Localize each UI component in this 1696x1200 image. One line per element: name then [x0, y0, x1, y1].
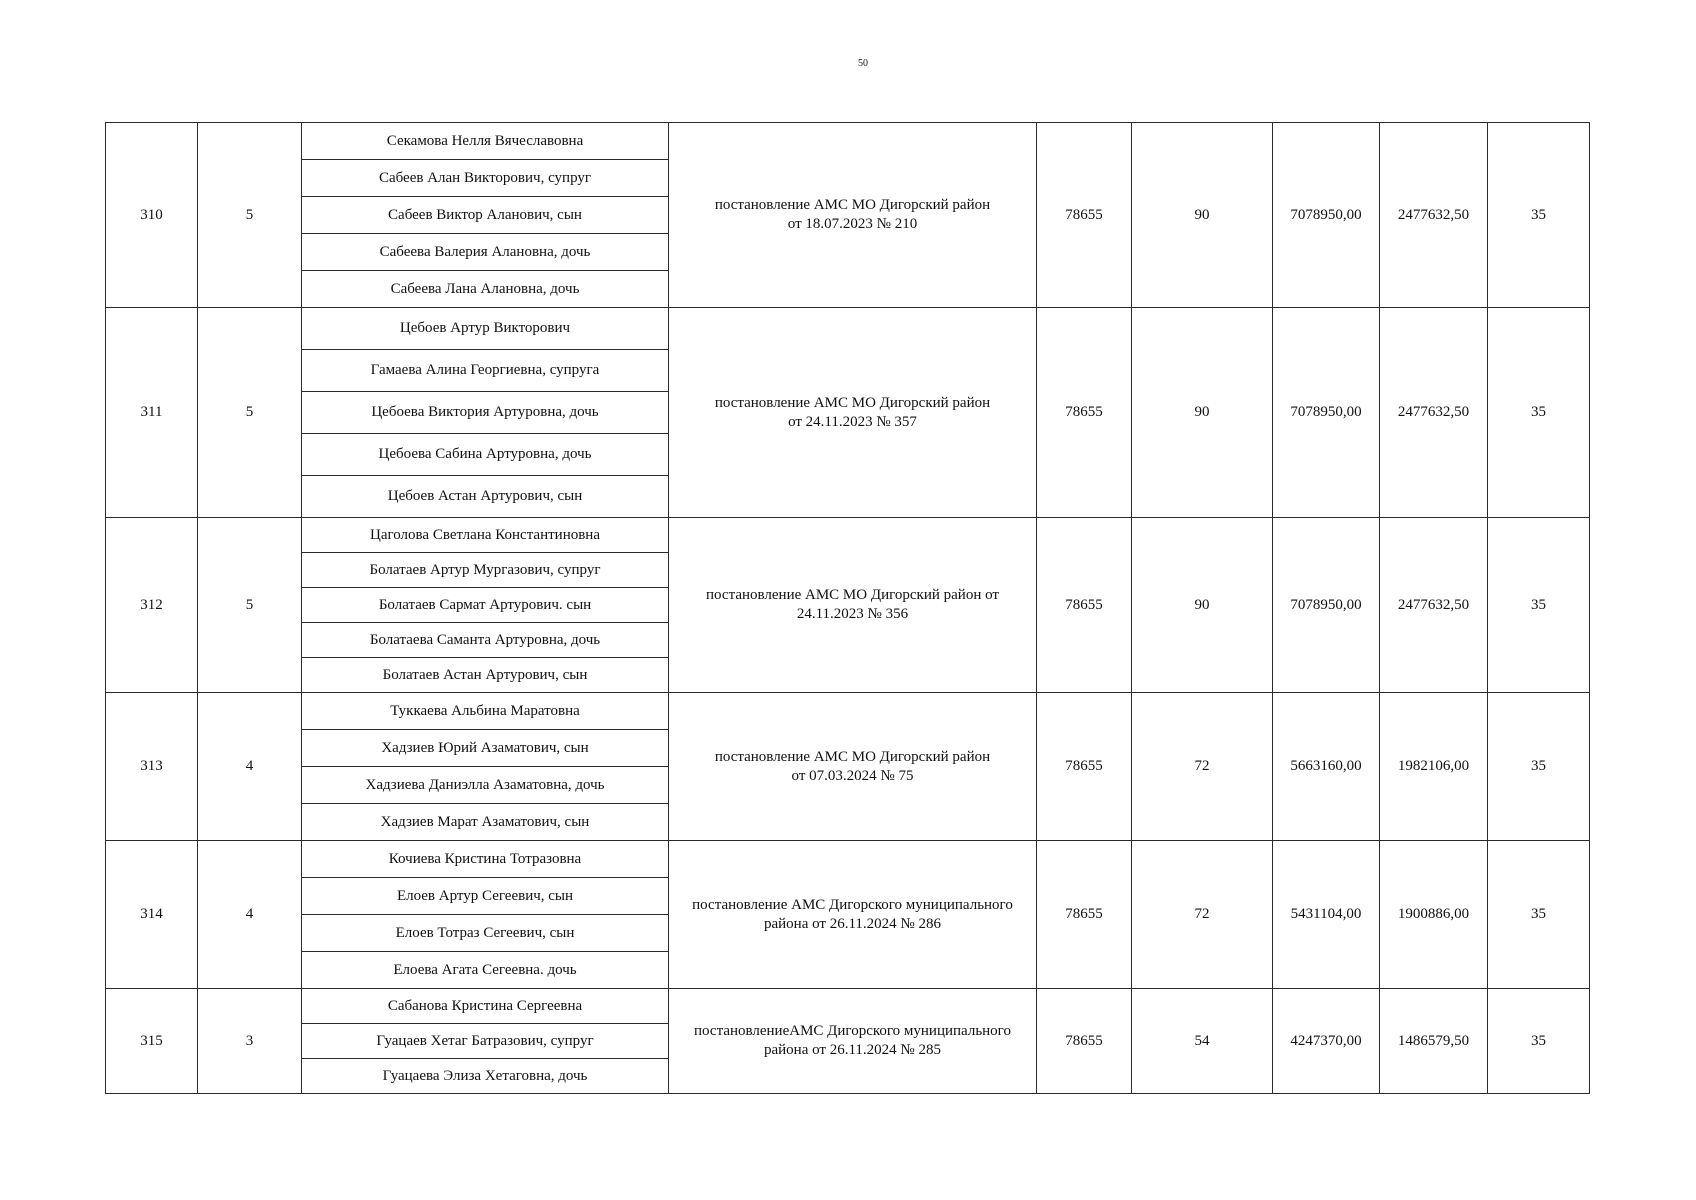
family-member: Болатаев Астан Артурович, сын — [302, 658, 669, 693]
total-cost: 5663160,00 — [1273, 693, 1380, 841]
payment-amount: 1486579,50 — [1380, 989, 1488, 1094]
area-sqm: 72 — [1132, 841, 1273, 989]
family-member: Болатаев Артур Мургазович, супруг — [302, 553, 669, 588]
total-cost: 5431104,00 — [1273, 841, 1380, 989]
family-size: 4 — [198, 841, 302, 989]
decree-reference — [669, 841, 1037, 989]
family-member: Хадзиева Даниэлла Азаматовна, дочь — [302, 767, 669, 804]
decree-reference — [669, 123, 1037, 308]
price-per-sqm: 78655 — [1037, 989, 1132, 1094]
decree-line: 24.11.2023 № 356 — [796, 606, 909, 622]
family-member: Сабеев Алан Викторович, супруг — [302, 160, 669, 197]
family-size: 5 — [198, 308, 302, 518]
record-number: 312 — [106, 518, 198, 693]
record-number: 311 — [106, 308, 198, 518]
registry-table — [105, 122, 1590, 1094]
area-sqm: 72 — [1132, 693, 1273, 841]
family-member: Болатаева Саманта Артуровна, дочь — [302, 623, 669, 658]
total-cost: 7078950,00 — [1273, 308, 1380, 518]
record-number: 310 — [106, 123, 198, 308]
decree-line: от 24.11.2023 № 357 — [788, 413, 917, 430]
family-size: 5 — [198, 123, 302, 308]
table-row — [106, 308, 1590, 350]
decree-line: от 07.03.2024 № 75 — [791, 767, 914, 784]
record-number: 315 — [106, 989, 198, 1094]
payment-percent: 35 — [1488, 518, 1590, 693]
family-size: 3 — [198, 989, 302, 1094]
payment-percent: 35 — [1488, 693, 1590, 841]
price-per-sqm: 78655 — [1037, 308, 1132, 518]
payment-percent: 35 — [1488, 989, 1590, 1094]
family-member: Цебоева Сабина Артуровна, дочь — [302, 434, 669, 476]
area-sqm: 90 — [1132, 123, 1273, 308]
family-member: Гуацаева Элиза Хетаговна, дочь — [302, 1059, 669, 1094]
family-size: 4 — [198, 693, 302, 841]
family-member: Елоева Агата Сегеевна. дочь — [302, 952, 669, 989]
payment-percent: 35 — [1488, 123, 1590, 308]
family-member: Цаголова Светлана Константиновна — [302, 518, 669, 553]
decree-reference — [669, 308, 1037, 518]
decree-line: от 18.07.2023 № 210 — [787, 216, 918, 232]
family-member: Гамаева Алина Георгиевна, супруга — [302, 350, 669, 392]
record-number: 313 — [106, 693, 198, 841]
price-per-sqm: 78655 — [1037, 518, 1132, 693]
area-sqm: 90 — [1132, 308, 1273, 518]
decree-line: постановление АМС МО Дигорский район от — [706, 587, 999, 603]
family-member: Сабеев Виктор Аланович, сын — [302, 197, 669, 234]
price-per-sqm: 78655 — [1037, 693, 1132, 841]
price-per-sqm: 78655 — [1037, 841, 1132, 989]
family-member: Елоев Тотраз Сегеевич, сын — [302, 915, 669, 952]
payment-amount: 2477632,50 — [1380, 123, 1488, 308]
record-number: 314 — [106, 841, 198, 989]
payment-amount: 2477632,50 — [1380, 518, 1488, 693]
family-member: Кочиева Кристина Тотразовна — [302, 841, 669, 878]
family-member: Гуацаев Хетаг Батразович, супруг — [302, 1024, 669, 1059]
payment-amount: 1982106,00 — [1380, 693, 1488, 841]
decree-reference — [669, 693, 1037, 841]
table-row — [106, 123, 1590, 160]
decree-line: района от 26.11.2024 № 285 — [764, 1042, 941, 1058]
family-member: Цебоев Артур Викторович — [302, 308, 669, 350]
decree-line: постановление АМС Дигорского муниципального — [692, 896, 1013, 913]
family-member: Сабеева Лана Алановна, дочь — [302, 271, 669, 308]
payment-percent: 35 — [1488, 308, 1590, 518]
page-number: 50 — [858, 58, 868, 69]
payment-amount: 2477632,50 — [1380, 308, 1488, 518]
payment-amount: 1900886,00 — [1380, 841, 1488, 989]
registry-body — [106, 123, 1590, 1094]
total-cost: 7078950,00 — [1273, 123, 1380, 308]
family-member: Сабеева Валерия Алановна, дочь — [302, 234, 669, 271]
table-row — [106, 989, 1590, 1024]
decree-line: постановлениеАМС Дигорского муниципального — [694, 1023, 1011, 1039]
family-member: Сабанова Кристина Сергеевна — [302, 989, 669, 1024]
total-cost: 7078950,00 — [1273, 518, 1380, 693]
table-row — [106, 518, 1590, 553]
family-member: Елоев Артур Сегеевич, сын — [302, 878, 669, 915]
family-member: Болатаев Сармат Артурович. сын — [302, 588, 669, 623]
decree-line: постановление АМС МО Дигорский район — [714, 394, 991, 411]
decree-line: района от 26.11.2024 № 286 — [764, 915, 941, 932]
payment-percent: 35 — [1488, 841, 1590, 989]
family-member: Туккаева Альбина Маратовна — [302, 693, 669, 730]
decree-line: постановление АМС МО Дигорский район — [714, 197, 991, 213]
family-member: Хадзиев Юрий Азаматович, сын — [302, 730, 669, 767]
table-row — [106, 841, 1590, 878]
price-per-sqm: 78655 — [1037, 123, 1132, 308]
decree-reference — [669, 989, 1037, 1094]
decree-reference — [669, 518, 1037, 693]
family-member: Хадзиев Марат Азаматович, сын — [302, 804, 669, 841]
family-member: Секамова Нелля Вячеславовна — [302, 123, 669, 160]
family-member: Цебоев Астан Артурович, сын — [302, 476, 669, 518]
area-sqm: 54 — [1132, 989, 1273, 1094]
family-size: 5 — [198, 518, 302, 693]
decree-line: постановление АМС МО Дигорский район — [714, 748, 991, 765]
total-cost: 4247370,00 — [1273, 989, 1380, 1094]
area-sqm: 90 — [1132, 518, 1273, 693]
table-row — [106, 693, 1590, 730]
family-member: Цебоева Виктория Артуровна, дочь — [302, 392, 669, 434]
